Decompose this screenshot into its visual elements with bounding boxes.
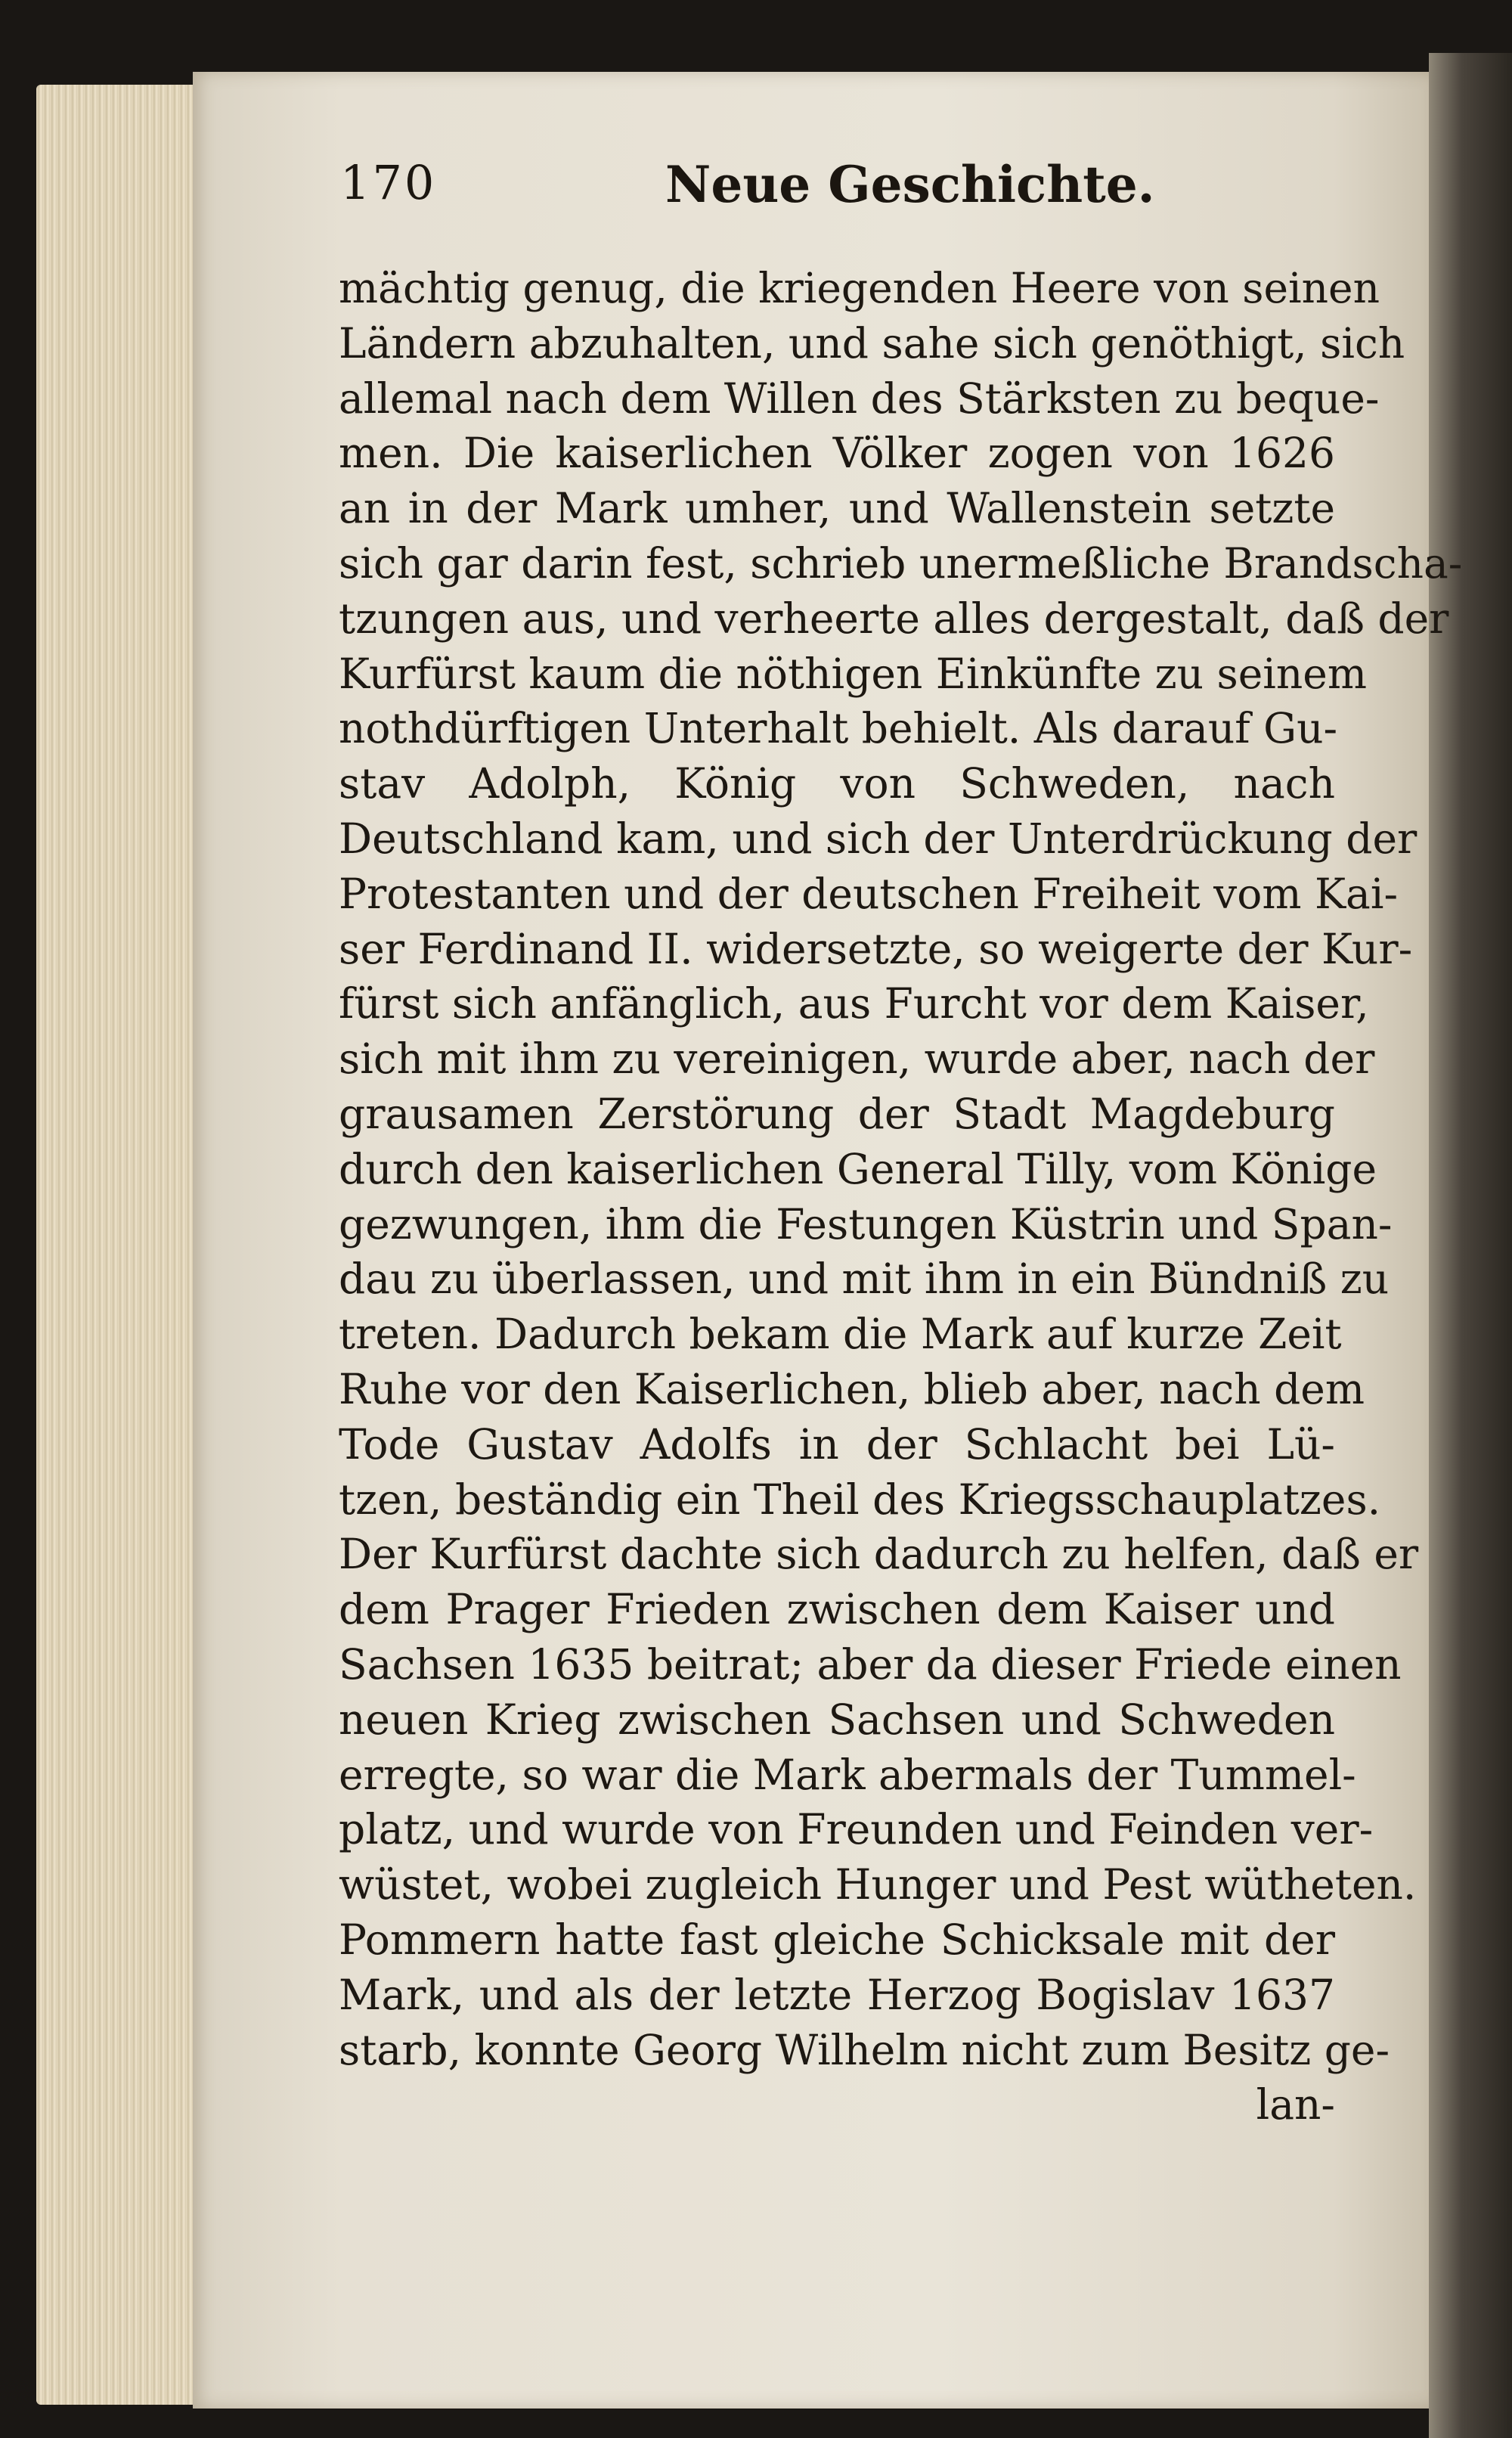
book-gutter [1429,53,1512,2438]
text-line: sich gar darin fest, schrieb unermeßliche Brandscha- [339,538,1463,588]
page-edges [36,85,206,2405]
text-line: Der Kurfürst dachte sich dadurch zu helfen, daß er [339,1530,1419,1579]
text-line: Ländern abzuhalten, und sahe sich genöthigt, sich [339,318,1405,368]
text-line: stav Adolph, König von Schweden, nach [339,759,1335,808]
text-line: grausamen Zerstörung der Stadt Magdeburg [339,1089,1335,1138]
text-line: neuen Krieg zwischen Sachsen und Schweden [339,1695,1335,1744]
text-line: Sachsen 1635 beitrat; aber da dieser Friede einen [339,1639,1402,1689]
text-line: Pommern hatte fast gleiche Schicksale mit der [339,1915,1335,1964]
page-header [340,155,1323,231]
text-line: men. Die kaiserlichen Völker zogen von 1626 [339,429,1335,478]
text-line: mächtig genug, die kriegenden Heere von seinen [339,264,1380,312]
text-line: an in der Mark umher, und Wallenstein setzte [339,484,1335,533]
text-line: dem Prager Frieden zwischen dem Kaiser und [339,1585,1335,1634]
page-number: 170 [340,155,437,210]
text-line: durch den kaiserlichen General Tilly, vom Könige [339,1144,1377,1193]
text-line: treten. Dadurch bekam die Mark auf kurze Zeit [339,1310,1342,1359]
text-line: gezwungen, ihm die Festungen Küstrin und Span- [339,1199,1393,1248]
text-line: dau zu überlassen, und mit ihm in ein Bündniß zu [339,1255,1390,1304]
text-line: wüstet, wobei zugleich Hunger und Pest wütheten. [339,1860,1417,1909]
text-line: Protestanten und der deutschen Freiheit vom Kai- [339,869,1399,918]
text-line: allemal nach dem Willen des Stärksten zu beque- [339,374,1380,423]
text-line: sich mit ihm zu vereinigen, wurde aber, nach der [339,1034,1375,1084]
text-line: erregte, so war die Mark abermals der Tummel- [339,1750,1356,1799]
running-head: Neue Geschichte. [665,155,1155,214]
text-line: Deutschland kam, und sich der Unterdrückung der [339,814,1418,863]
text-line: Kurfürst kaum die nöthigen Einkünfte zu seinem [339,649,1367,698]
text-line: starb, konnte Georg Wilhelm nicht zum Besitz ge- [339,2025,1390,2074]
text-line: platz, und wurde von Freunden und Feinden ver- [339,1805,1374,1854]
text-line: ser Ferdinand II. widersetzte, so weigerte der Kur- [339,924,1413,973]
text-line: tzungen aus, und verheerte alles dergestalt, daß der [339,594,1449,643]
body-text [339,261,1463,2132]
text-line: nothdürftigen Unterhalt behielt. Als darauf Gu- [339,704,1338,753]
text-line: Tode Gustav Adolfs in der Schlacht bei Lü- [339,1419,1335,1469]
text-line: Mark, und als der letzte Herzog Bogislav 1637 [339,1970,1335,2019]
catchword-line: lan- [1256,2080,1335,2129]
text-line: tzen, beständig ein Theil des Kriegsschauplatzes. [339,1475,1381,1524]
text-line: Ruhe vor den Kaiserlichen, blieb aber, nach dem [339,1364,1365,1413]
text-line: fürst sich anfänglich, aus Furcht vor dem Kaiser, [339,979,1369,1028]
